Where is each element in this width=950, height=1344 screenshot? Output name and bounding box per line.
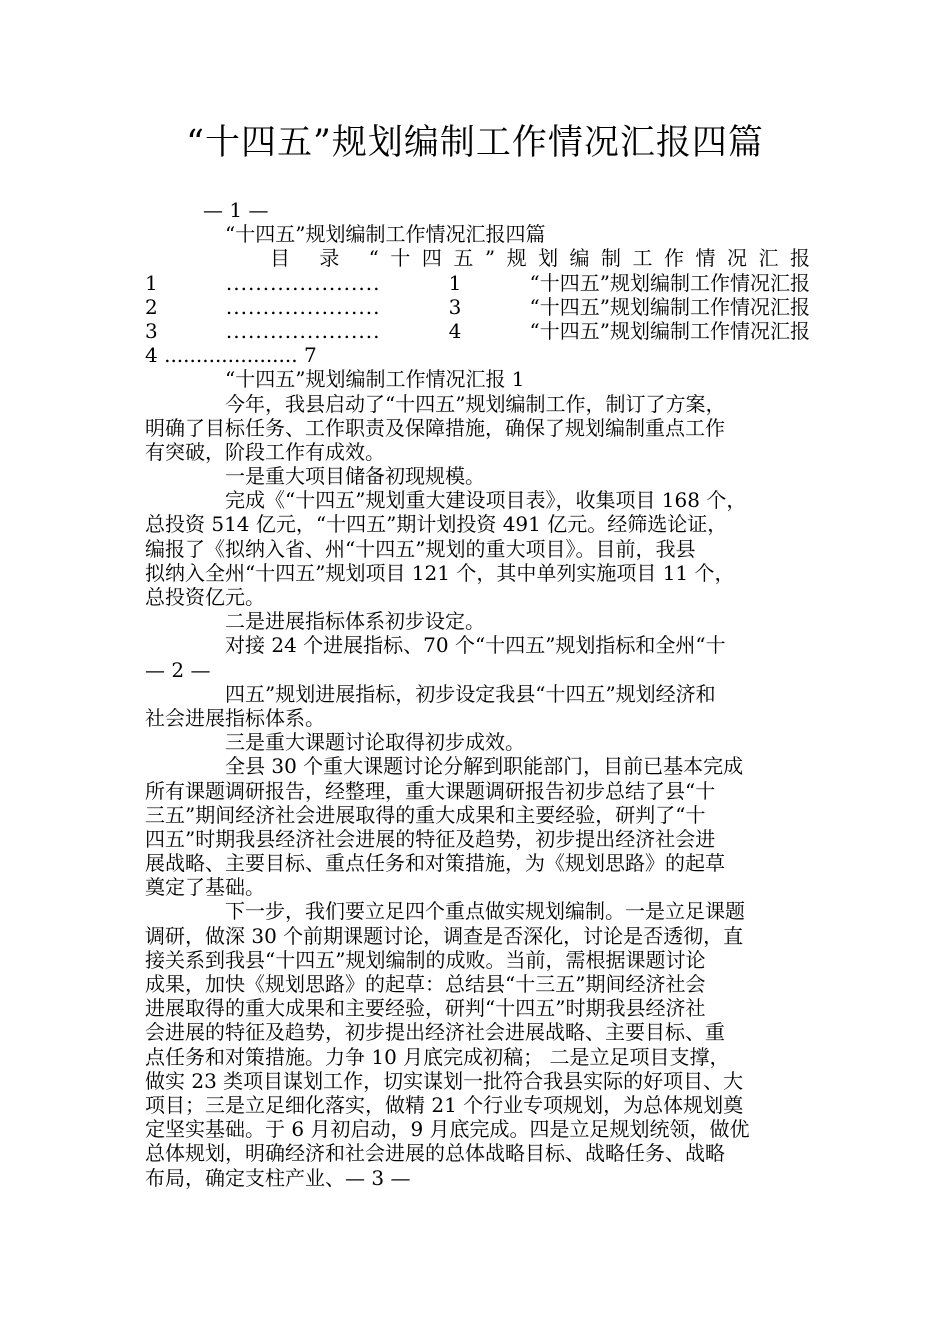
toc-num: 2 (145, 294, 158, 319)
toc-dots: ..................... (164, 343, 298, 368)
paragraph-line: 完成《“十四五”规划重大建设项目表》，收集项目 168 个， (225, 488, 747, 513)
paragraph-line: 一是重大项目储备初现规模。 (225, 464, 485, 489)
paragraph-line: 三是重大课题讨论取得初步成效。 (225, 730, 525, 755)
page-number: — 2 — (145, 657, 211, 682)
paragraph-line: 项目；三是立足细化落实，做精 21 个行业专项规划，为总体规划奠 (145, 1092, 744, 1117)
paragraph-line: 奠定了基础。 (145, 875, 265, 900)
paragraph-line: 四五”时期我县经济社会进展的特征及趋势，初步提出经济社会进 (145, 826, 716, 851)
page-number: — 1 — (203, 198, 269, 222)
toc-dots: ..................... (225, 270, 381, 295)
paragraph-line: 拟纳入全州“十四五”规划项目 121 个，其中单列实施项目 11 个， (145, 560, 735, 585)
toc-next: “十四五”规划编制工作情况汇报 (529, 318, 810, 343)
paragraph-line: 今年，我县启动了“十四五”规划编制工作，制订了方案， (225, 391, 726, 416)
paragraph-line: 下一步，我们要立足四个重点做实规划编制。一是立足课题 (225, 899, 745, 924)
toc-heading: 目 录 “十四五”规划编制工作情况汇报 (270, 246, 810, 271)
paragraph-line: 明确了目标任务、工作职责及保障措施，确保了规划编制重点工作 (145, 415, 725, 440)
paragraph-line: 点任务和对策措施。力争 10 月底完成初稿； 二是立足项目支撑， (145, 1044, 730, 1069)
toc-num: 3 (145, 318, 158, 343)
toc-row[interactable] (145, 295, 810, 319)
paragraph-line: 做实 23 类项目谋划工作，切实谋划一批符合我县实际的好项目、大 (145, 1068, 744, 1093)
toc-page: 1 (448, 270, 462, 295)
paragraph-line: 调研，做深 30 个前期课题讨论，调查是否深化，讨论是否透彻，直 (145, 923, 744, 948)
paragraph-line (145, 1166, 810, 1190)
toc-dots: ..................... (225, 294, 381, 319)
paragraph-line: 所有课题调研报告，经整理，重大课题调研报告初步总结了县“十 (145, 778, 716, 803)
toc-page: 7 (303, 343, 317, 368)
toc-page: 4 (448, 318, 462, 343)
paragraph-line: 总投资 514 亿元，“十四五”期计划投资 491 亿元。经筛选论证， (145, 512, 728, 537)
paragraph-line: 总投资亿元。 (145, 585, 265, 609)
paragraph-line: 三五”期间经济社会进展取得的重大成果和主要经验，研判了“十 (145, 802, 706, 827)
toc-num: 1 (145, 270, 158, 295)
toc-next: “十四五”规划编制工作情况汇报 (529, 294, 810, 319)
document-title: “十四五”规划编制工作情况汇报四篇 (186, 123, 764, 163)
document-subtitle: “十四五”规划编制工作情况汇报四篇 (225, 222, 546, 247)
paragraph-text: 布局，确定支柱产业、 (145, 1165, 345, 1190)
toc-num: 4 (145, 343, 158, 368)
page-number: — 3 — (345, 1165, 411, 1190)
section-heading: “十四五”规划编制工作情况汇报 1 (225, 367, 525, 392)
paragraph-line: 全县 30 个重大课题讨论分解到职能部门，目前已基本完成 (225, 754, 744, 779)
paragraph-line: 社会进展指标体系。 (145, 705, 325, 730)
toc-next: “十四五”规划编制工作情况汇报 (529, 270, 810, 295)
paragraph-line: 编报了《拟纳入省、州“十四五”规划的重大项目》。目前，我县 (145, 536, 696, 561)
paragraph-line: 对接 24 个进展指标、70 个“十四五”规划指标和全州“十 (225, 633, 726, 658)
paragraph-line: 二是进展指标体系初步设定。 (225, 609, 485, 634)
toc-row[interactable] (145, 319, 810, 343)
paragraph-line: 成果，加快《规划思路》的起草：总结县“十三五”期间经济社会 (145, 972, 706, 996)
paragraph-line: 有突破，阶段工作有成效。 (145, 439, 385, 464)
paragraph-line: 总体规划，明确经济和社会进展的总体战略目标、战略任务、战略 (145, 1141, 725, 1166)
toc-dots: ..................... (225, 318, 381, 343)
document-body (145, 198, 810, 1190)
paragraph-line: 接关系到我县“十四五”规划编制的成败。当前，需根据课题讨论 (145, 947, 706, 972)
toc-page: 3 (448, 294, 462, 319)
toc-row[interactable] (145, 271, 810, 295)
paragraph-line: 会进展的特征及趋势，初步提出经济社会进展战略、主要目标、重 (145, 1020, 725, 1045)
paragraph-line: 定坚实基础。于 6 月初启动，9 月底完成。四是立足规划统领，做优 (145, 1117, 750, 1142)
toc-row[interactable] (145, 343, 810, 367)
paragraph-line: 展战略、主要目标、重点任务和对策措施，为《规划思路》的起草 (145, 851, 725, 876)
paragraph-line: 四五”规划进展指标，初步设定我县“十四五”规划经济和 (225, 681, 716, 706)
paragraph-line: 进展取得的重大成果和主要经验，研判“十四五”时期我县经济社 (145, 996, 706, 1021)
